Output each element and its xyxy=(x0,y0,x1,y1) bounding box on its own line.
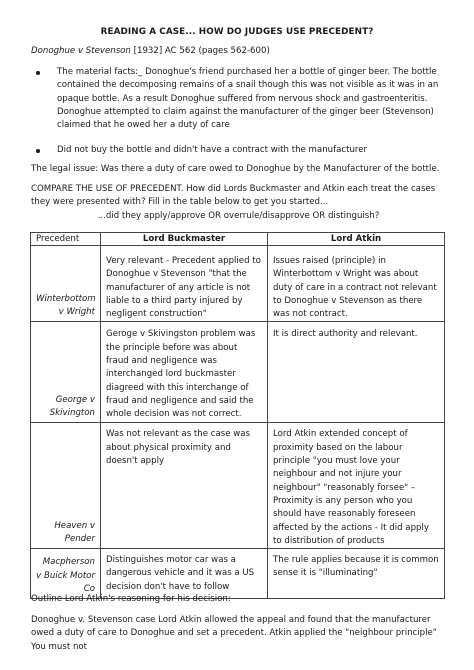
bullet-icon xyxy=(36,71,40,75)
atkin-cell: Issues raised (principle) in Winterbottom v Wright was about duty of care in a contract not relevant to Donoghue v Stevenson as there was not contract. xyxy=(268,246,445,322)
case-citation xyxy=(31,45,270,58)
bullet-text: The material facts:_ Donoghue's friend purchased her a bottle of ginger beer. The bottle contained the decomposing remains of a snail though this was not visible as it was in an opaque bottle. As a result Donoghue suffered from nervous shock and gastroenteritis. Donoghue attempted to claim against the manufacturer of the ginger beer (Stevenson) claimed that he owed her a duty of care xyxy=(57,67,439,131)
case-name: Donoghue v Stevenson xyxy=(31,46,131,56)
bullet-icon xyxy=(36,149,40,153)
atkin-cell: The rule applies because it is common sense it is "illuminating" xyxy=(268,549,445,599)
document-title: READING A CASE... HOW DO JUDGES USE PRECEDENT? xyxy=(100,27,374,37)
table-row xyxy=(31,423,445,549)
buckmaster-cell: Was not relevant as the case was about physical proximity and doesn't apply xyxy=(101,423,268,549)
buckmaster-cell: Very relevant - Precedent applied to Donoghue v Stevenson "that the manufacturer of any article is not liable to a third party injured by negligent construction" xyxy=(101,246,268,322)
case-reference: [1932] AC 562 (pages 562-600) xyxy=(130,46,270,56)
table-row xyxy=(31,246,445,322)
material-facts-list xyxy=(31,66,441,170)
table-row xyxy=(31,549,445,599)
table-header-row xyxy=(31,233,445,246)
legal-issue: The legal issue: Was there a duty of care owed to Donoghue by the Manufacturer of the bottle. xyxy=(31,164,440,174)
precedent-case: Winterbottom v Wright xyxy=(31,246,101,322)
precedent-case: Heaven v Pender xyxy=(31,423,101,549)
header-lord-buckmaster: Lord Buckmaster xyxy=(101,233,268,246)
atkin-cell: Lord Atkin extended concept of proximity based on the labour principle "you must love your neighbour and not injure your neighbour" "reasonably forsee" – Proximity is any person who you should have reasonably foreseen affected by the actions - It did apply to distribution of products xyxy=(268,423,445,549)
bullet-text: Did not buy the bottle and didn't have a contract with the manufacturer xyxy=(57,145,368,156)
atkin-cell: It is direct authority and relevant. xyxy=(268,322,445,423)
precedent-table xyxy=(30,232,445,599)
precedent-case: George v Skivington xyxy=(31,322,101,423)
precedent-case: Macpherson v Buick Motor Co xyxy=(31,549,101,599)
compare-subquestion: ...did they apply/approve OR overrule/disapprove OR distinguish? xyxy=(97,211,380,221)
table-row xyxy=(31,322,445,423)
header-precedent: Precedent xyxy=(31,233,101,246)
header-lord-atkin: Lord Atkin xyxy=(268,233,445,246)
buckmaster-cell: Distinguishes motor car was a dangerous vehicle and it was a US decision don't have to follow xyxy=(101,549,268,599)
outline-body: Donoghue v. Stevenson case Lord Atkin allowed the appeal and found that the manufacturer owed a duty of care to Donoghue and set a precedent. Atkin applied the "neighbour principle" You must not xyxy=(31,615,437,652)
buckmaster-cell: Geroge v Skivingston problem was the principle before was about fraud and negligence was interchanged lord buckmaster diagreed with this interchange of fraud and negligence and said the whole decision was not correct. xyxy=(101,322,268,423)
bullet-item xyxy=(31,66,441,132)
compare-instruction: COMPARE THE USE OF PRECEDENT. How did Lords Buckmaster and Atkin each treat the cases they were presented with? Fill in the table below to get you started... xyxy=(31,184,436,208)
bullet-item xyxy=(31,144,441,157)
outline-heading: Outline Lord Atkin's reasoning for his decision: xyxy=(31,594,231,604)
